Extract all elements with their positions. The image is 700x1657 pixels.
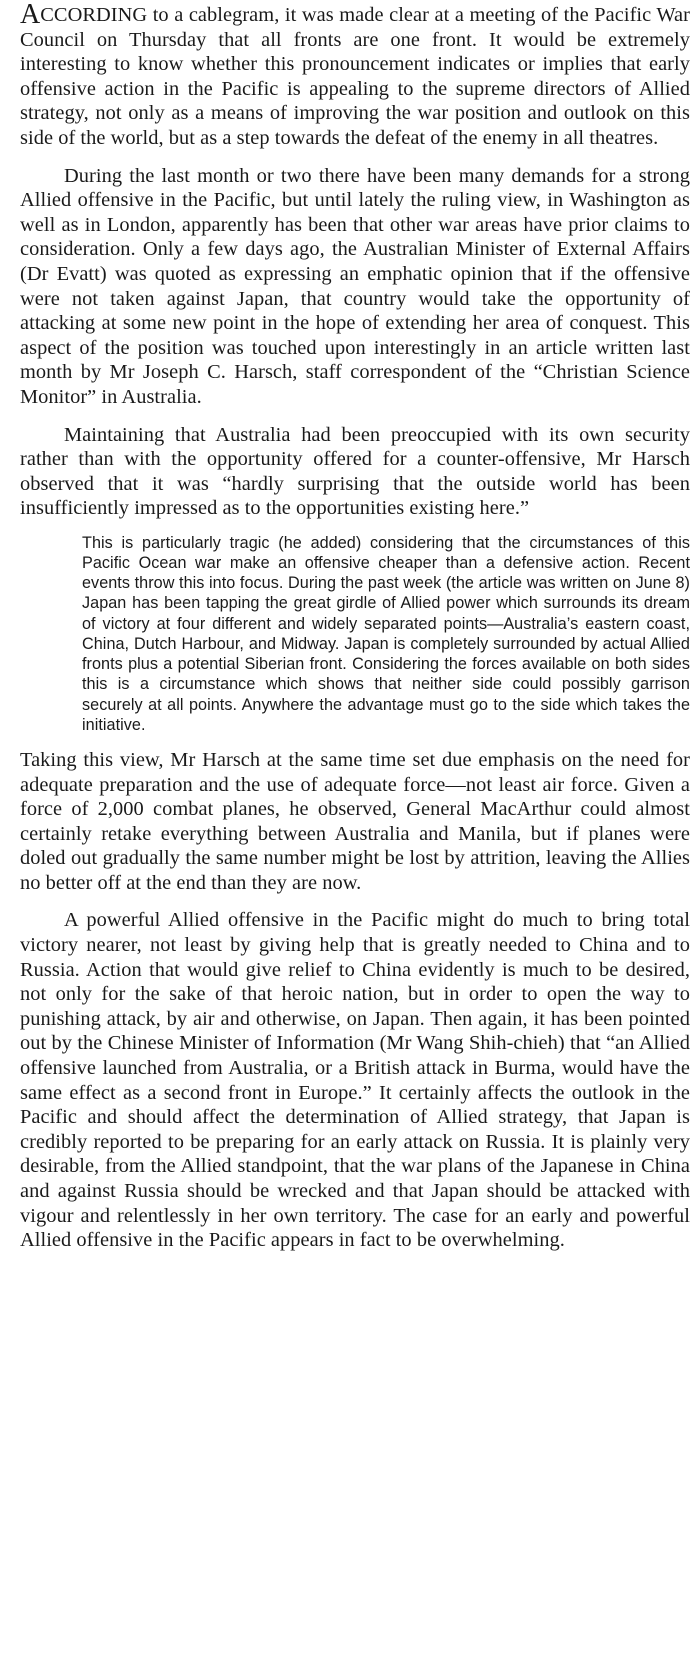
paragraph-1 <box>20 0 690 151</box>
paragraph-2: During the last month or two there have been many demands for a strong Allied offensive in the Pacific, but until lately the ruling view, in Washington as well as in London, apparently has been that other war areas have prior claims to consideration. Only a few days ago, the Australian Minister of External Affairs (Dr Evatt) was quoted as expressing an emphatic opinion that if the offensive were not taken against Japan, that country would take the opportunity of attacking at some new point in the hope of extending her area of conquest. This aspect of the position was touched upon interestingly in an article written last month by Mr Joseph C. Harsch, staff correspondent of the “Christian Science Monitor” in Australia. <box>20 164 690 408</box>
drop-cap: A <box>20 0 41 30</box>
block-quote: This is particularly tragic (he added) considering that the circumstances of this Pacific Ocean war make an offensive cheaper than a defensive action. Recent events throw this into focus. During the past week (the article was written on June 8) Japan has been tapping the great girdle of Allied power which surrounds its dream of victory at four different and widely separated points—Australia’s eastern coast, China, Dutch Harbour, and Midway. Japan is completely surrounded by actual Allied fronts plus a potential Siberian front. Considering the forces available on both sides this is a circumstance which shows that neither side could possibly garrison securely at all points. Anywhere the advantage must go to the side which takes the initiative. <box>82 533 690 734</box>
paragraph-4: Taking this view, Mr Harsch at the same time set due emphasis on the need for adequate preparation and the use of adequate force—not least air force. Given a force of 2,000 combat planes, he observed, General MacArthur could almost certainly retake everything between Australia and Manila, but if planes were doled out gradually the same number might be lost by attrition, leaving the Allies no better off at the end than they are now. <box>20 748 690 894</box>
paragraph-5: A powerful Allied offensive in the Pacific might do much to bring total victory nearer, not least by giving help that is greatly needed to China and to Russia. Action that would give relief to China evidently is much to be desired, not only for the sake of that heroic nation, but in order to open the way to punishing attack, by air and otherwise, on Japan. Then again, it has been pointed out by the Chinese Minister of Information (Mr Wang Shih-chieh) that “an Allied offensive launched from Australia, or a British attack in Burma, would have the same effect as a second front in Europe.” It certainly affects the outlook in the Pacific and should affect the determination of Allied strategy, that Japan is credibly reported to be preparing for an early attack on Russia. It is plainly very desirable, from the Allied standpoint, that the war plans of the Japanese in China and against Russia should be wrecked and that Japan should be attacked with vigour and relentlessly in her own territory. The case for an early and powerful Allied offensive in the Pacific appears in fact to be overwhelming. <box>20 909 690 1252</box>
article-body <box>20 0 690 1253</box>
paragraph-1-text: CCORDING to a cablegram, it was made clear at a meeting of the Pacific War Council on Thursday that all fronts are one front. It would be extremely interesting to know whether this pronouncement indicates or implies that early offensive action in the Pacific is appealing to the supreme directors of Allied strategy, not only as a means of improving the war position and outlook on this side of the world, but as a step towards the defeat of the enemy in all theatres. <box>20 4 690 149</box>
paragraph-3: Maintaining that Australia had been preoccupied with its own security rather than with the opportunity offered for a counter-offensive, Mr Harsch observed that it was “hardly surprising that the outside world has been insufficiently impressed as to the opportunities existing here.” <box>20 423 690 520</box>
